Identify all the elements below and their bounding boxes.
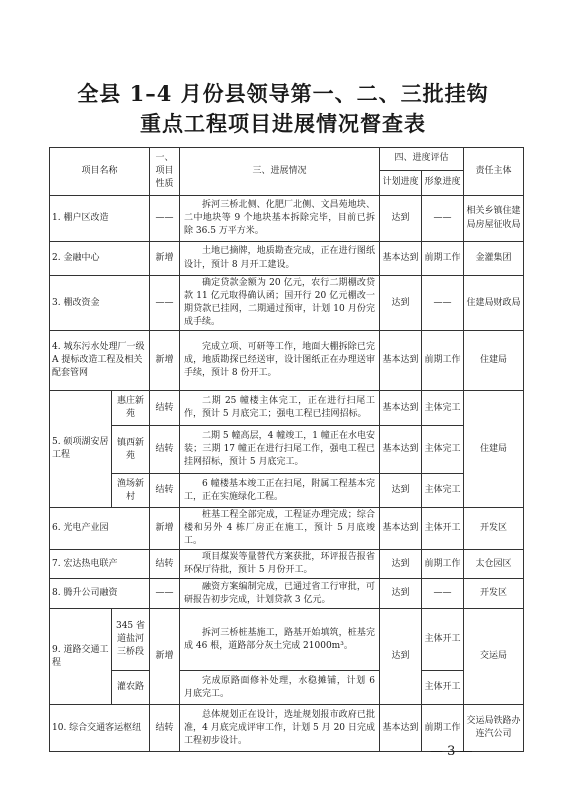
progress-table: [49, 147, 524, 752]
table-row: 1. 棚户区改造 —— 拆河三桥北侧、化肥厂北侧、文昌苑地块、二中地块等 9 个地块基本拆除完毕，目前已拆除 36.5 万平方米。 达到 —— 相关乡镇住建局房屋征收局: [50, 196, 524, 242]
header-plan: 计划进度: [380, 171, 422, 196]
table-row: 7. 宏达热电联产 结转 项目煤炭等量替代方案获批，环评报告报省环保厅待批，预计 5 月份开工。 达到 前期工作 太仓园区: [50, 550, 524, 579]
header-resp: 责任主体: [464, 148, 524, 196]
table-row: 8. 腾升公司融资 —— 融资方案编制完成，已通过省工行审批，可研报告初步完成，计划贷款 3 亿元。 达到 —— 开发区: [50, 579, 524, 609]
title-line-2: 重点工程项目进展情况督查表: [140, 111, 426, 136]
table-row: 渔场新村 结转 6 幢楼基本竣工正在扫尾，附属工程基本完工，正在实施绿化工程。 达到 主体完工: [50, 474, 524, 508]
table-row: 灌农路 完成原路面修补处理，水稳摊铺，计划 6 月底完工。 主体开工: [50, 671, 524, 705]
header-name: 项目名称: [50, 148, 150, 196]
header-eval: 四、进度评估: [380, 148, 464, 171]
table-row: 6. 光电产业园 新增 桩基工程全部完成，工程证办理完成；综合楼和另外 4 栋厂房正在施工，预计 5 月底竣工。 基本达到 主体开工 开发区: [50, 508, 524, 550]
table-row: 10. 综合交通客运枢纽 结转 总体规划正在设计，选址规划报市政府已批准，4 月底完成评审工作，计划 5 月 20 日完成工程初步设计。 基本达到 前期工作 交运局铁路办连汽公司: [50, 705, 524, 752]
table-row: 4. 城东污水处理厂一级 A 提标改造工程及相关配套管网 新增 完成立项、可研等工作，地面大棚拆除已完成，地质勘探已经送审，设计图纸正在办理送审手续，预计 8 份开工。 基本达到 前期工作 住建局: [50, 331, 524, 391]
header-nature: 一、项目性质: [150, 148, 180, 196]
title-line-1: 全县 1–4 月份县领导第一、二、三批挂钩: [77, 81, 489, 106]
table-row: 5. 硕项湖安居工程 惠庄新苑 结转 二期 25 幢楼主体完工，正在进行扫尾工作，预计 5 月底完工；强电工程已挂网招标。 基本达到 主体完工 住建局: [50, 391, 524, 426]
table-row: 3. 棚改资金 —— 确定贷款金额为 20 亿元，农行二期棚改贷款 11 亿元取得确认函；国开行 20 亿元棚改一期贷款已挂网，二期通过预审，计划 10 月份完成手续。 达到 —— 住建局财政局: [50, 276, 524, 331]
header-image: 形象进度: [422, 171, 464, 196]
group-label: 5. 硕项湖安居工程: [50, 391, 112, 508]
header-situation: 三、进展情况: [180, 148, 380, 196]
table-row: 镇西新苑 结转 二期 5 幢高层，4 幢竣工，1 幢正在水电安装；三期 17 幢正在进行扫尾工作，强电工程已挂网招标，预计 5 月底完工。 基本达到 主体完工: [50, 426, 524, 474]
page-number: — 3 —: [430, 744, 473, 759]
group-label: 9. 道路交通工程: [50, 609, 112, 705]
table-row: 9. 道路交通工程 345 省道盐河三桥段 新增 拆河三桥桩基施工，路基开始填筑，桩基完成 46 根，道路部分灰土完成 21000m³。 达到 主体开工 交运局: [50, 609, 524, 671]
table-row: 2. 金融中心 新增 土地已摘牌，地质勘查完成，正在进行图纸设计，预计 8 月开工建设。 基本达到 前期工作 金灌集团: [50, 242, 524, 276]
